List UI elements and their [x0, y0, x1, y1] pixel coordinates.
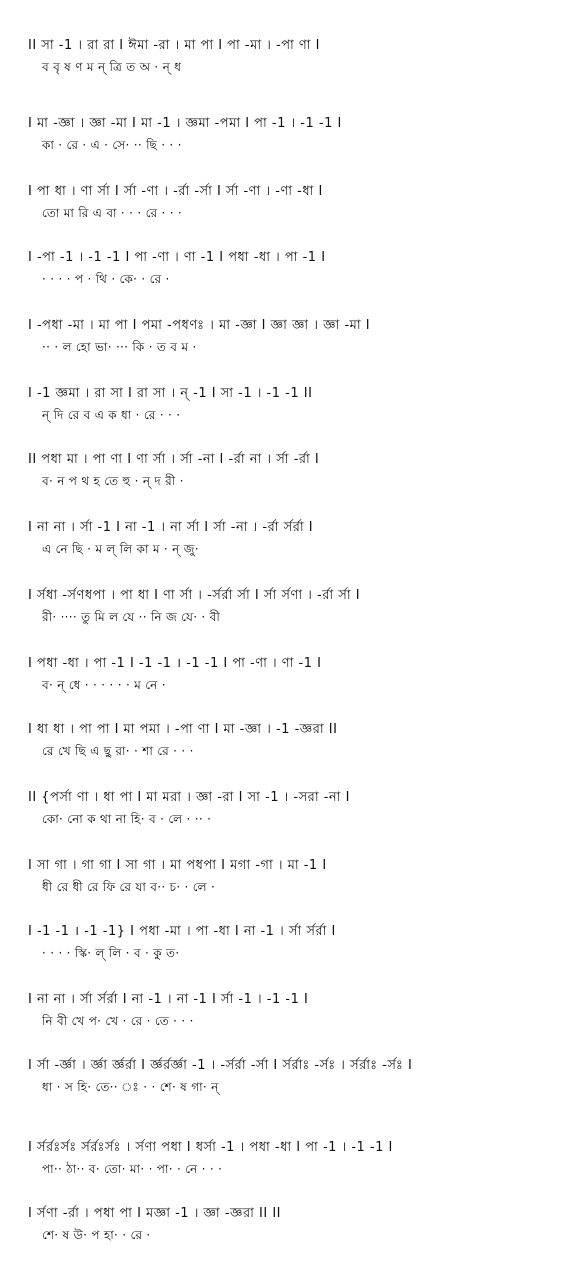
lyric-row: কো· নো ক থা না হি· ব · লে · ·· ·	[42, 812, 212, 826]
swara-row: I -পধা -মা । মা পা I পমা -পধণঃ । মা -জ্ঞা I জ্ঞা জ্ঞা । জ্ঞা -মা I	[28, 318, 371, 333]
swara-row: II {পর্সা ণা । ধা পা I মা মরা । জ্ঞা -রা I সা -1 । -সরা -না I	[28, 790, 350, 805]
swara-row: I না না । র্সা -1 I না -1 । না র্সা I র্সা -না । -র্রা র্সর্রা I	[28, 520, 314, 535]
lyric-row: নি বী খে প· খে · রে · তে · · ·	[42, 1014, 194, 1028]
swara-row: I র্সণা -র্রা । পধা পা I মজ্ঞা -1 । জ্ঞা -জ্ঞরা II II	[28, 1206, 281, 1221]
lyric-row: শে· ষ উ· প হা· · রে ·	[42, 1228, 151, 1242]
lyric-row: ·· · ল হো ভা· ··· কি · ত ব ম ·	[42, 340, 197, 354]
lyric-row: তো মা রি এ বা · · · রে · · ·	[42, 206, 183, 220]
lyric-row: ধা · স হি· তে·· ঃ · · শে· ষ গা· ন্	[42, 1080, 219, 1094]
lyric-row: রে খে ছি এ ছু রা· · শা রে · · ·	[42, 744, 194, 758]
swara-row: II পধা মা । পা ণা I ণা র্সা । র্সা -না I -র্রা না । র্সা -র্রা I	[28, 452, 320, 467]
swara-row: I -1 জ্ঞমা । রা সা I রা সা । ন্ -1 I সা -1 । -1 -1 II	[28, 386, 313, 401]
swara-row: I র্সর্রঃর্সঃ র্সর্রঃর্সঃ । র্সণা পধা I ধর্সা -1 । পধা -ধা I পা -1 । -1 -1 I	[28, 1140, 393, 1155]
swara-row: I -1 -1 । -1 -1} I পধা -মা । পা -ধা I না -1 । র্সা র্সর্রা I	[28, 924, 336, 939]
swara-row: I ধা ধা । পা পা I মা পমা । -পা ণা I মা -জ্ঞা । -1 -জ্ঞরা II	[28, 722, 338, 737]
swara-row: I মা -জ্ঞা । জ্ঞা -মা I মা -1 । জ্ঞমা -পমা I পা -1 । -1 -1 I	[28, 116, 342, 131]
lyric-row: পা·· ঠা·· ব· তো· মা· · পা· · নে · · ·	[42, 1162, 223, 1176]
lyric-row: ব· ন প থ হ তে হু · ন্ দ রী ·	[42, 474, 184, 488]
swara-row: I -পা -1 । -1 -1 I পা -ণা । ণা -1 I পধা -ধা । পা -1 I	[28, 250, 326, 265]
lyric-row: ধী রে ধী রে ফি রে যা ব·· চ· · লে ·	[42, 880, 216, 894]
lyric-row: ন্ দি রে ব এ ক ধা · রে · · ·	[42, 408, 181, 422]
swara-row: I না না । র্সা র্সর্রা I না -1 । না -1 I র্সা -1 । -1 -1 I	[28, 992, 309, 1007]
lyric-row: এ নে ছি · ম ল্ লি কা ম · ন্ জু·	[42, 542, 199, 556]
lyric-row: কা · রে · এ · সে· ·· ছি · · ·	[42, 138, 182, 152]
swara-row: I র্সধা -র্সণধপা । পা ধা I ণা র্সা । -র্সর্রা র্সা I র্সা র্সণা । -র্রা র্সা I	[28, 588, 361, 603]
swara-row: I পধা -ধা । পা -1 I -1 -1 । -1 -1 I পা -ণা । ণা -1 I	[28, 656, 322, 671]
lyric-row: · · · · স্কি· ল্ লি · ব · কু ত·	[42, 946, 180, 960]
lyric-row: রী· ···· তু মি ল যে ·· নি জ যে· · বী	[42, 610, 221, 624]
lyric-row: ব বৃ ষ ণ ম ন্ ত্রি ত অ · ন্ ধ	[42, 60, 182, 74]
swara-row: I র্সা -র্জ্ঞা । র্জ্ঞা র্জ্ঞর্রা I র্জ্ঞর্রর্জ্ঞা -1 । -র্সর্রা -র্সা I র্সর্রাঃ -র্সঃ । র্সর্রাঃ -র্সঃ I	[28, 1058, 413, 1073]
swara-row: I পা ধা । ণা র্সা I র্সা -ণা । -র্রা -র্সা I র্সা -ণা । -ণা -ধা I	[28, 184, 323, 199]
lyric-row: · · · · প · থি · কে· · রে ·	[42, 272, 170, 286]
swara-row: I সা গা । গা গা I সা গা । মা পধপা I মগা -গা । মা -1 I	[28, 858, 327, 873]
lyric-row: ব· ন্ ধে · · · · · · ম নে ·	[42, 678, 166, 692]
swara-row: II সা -1 । রা রা I ঈমা -রা । মা পা I পা -মা । -পা ণা I	[28, 38, 321, 53]
